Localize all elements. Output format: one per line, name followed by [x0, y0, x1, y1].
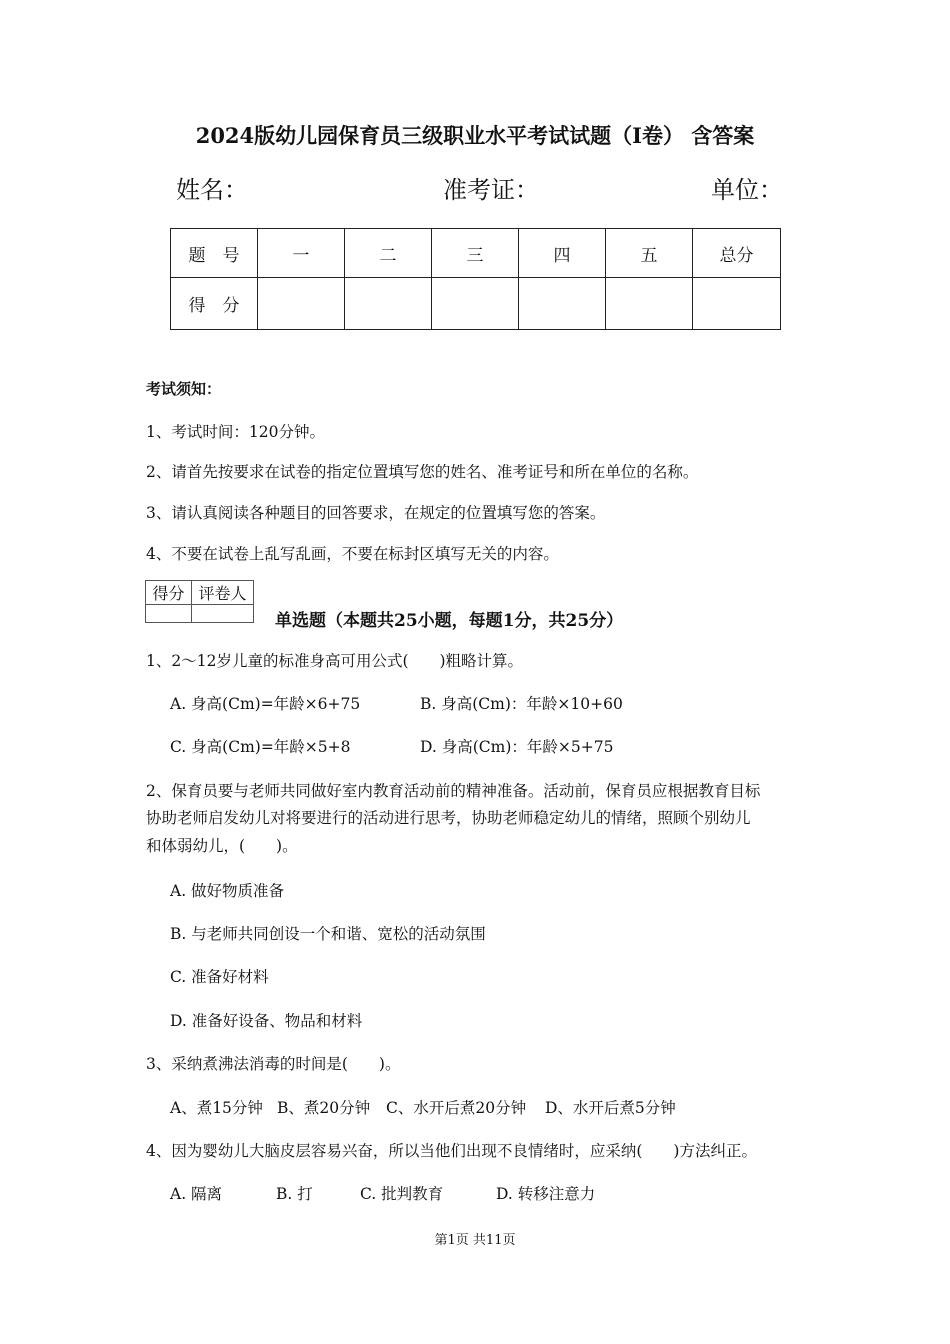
grader-name-label: 评卷人	[192, 581, 254, 605]
score-table-cell: 三	[432, 229, 519, 278]
option-b: B. 身高(Cm)：年龄×10+60	[420, 695, 623, 713]
score-table-cell: 五	[606, 229, 693, 278]
exam-id-label: 准考证：	[443, 176, 539, 204]
score-table-cell: 题 号	[171, 229, 258, 278]
option-d: D. 转移注意力	[496, 1185, 596, 1203]
notice-item: 1、考试时间：120分钟。	[146, 423, 325, 441]
score-table-cell: 二	[345, 229, 432, 278]
option-a: A、煮15分钟	[170, 1099, 263, 1117]
notice-heading: 考试须知：	[146, 380, 222, 398]
score-table-cell: 一	[258, 229, 345, 278]
score-row-label: 得 分	[171, 278, 258, 330]
score-table-cell: 总分	[693, 229, 781, 278]
option-c: C、水开后煮20分钟	[386, 1099, 527, 1117]
option-a: A. 身高(Cm)=年龄×6+75	[170, 695, 361, 713]
page-footer: 第1页 共11页	[434, 1233, 516, 1248]
score-table-cell: 四	[519, 229, 606, 278]
exam-title: 2024版幼儿园保育员三级职业水平考试试题（I卷） 含答案	[195, 123, 755, 148]
score-input-cell[interactable]	[519, 278, 606, 330]
grader-score-cell[interactable]	[146, 605, 192, 623]
notice-item: 4、不要在试卷上乱写乱画，不要在标封区填写无关的内容。	[146, 545, 559, 563]
score-input-cell[interactable]	[258, 278, 345, 330]
option-d: D. 准备好设备、物品和材料	[170, 1012, 363, 1030]
option-b: B. 打	[276, 1185, 313, 1203]
option-b: B、煮20分钟	[277, 1099, 371, 1117]
option-c: C. 准备好材料	[170, 968, 269, 986]
score-table	[170, 228, 781, 330]
score-input-cell[interactable]	[693, 278, 781, 330]
question-text: 和体弱幼儿，( )。	[146, 837, 298, 855]
question-text: 协助老师启发幼儿对将要进行的活动进行思考，协助老师稳定幼儿的情绪，照顾个别幼儿	[146, 809, 751, 827]
option-a: A. 做好物质准备	[170, 882, 285, 900]
unit-label: 单位：	[711, 176, 783, 204]
score-table-header-row	[171, 229, 781, 278]
option-c: C. 身高(Cm)=年龄×5+8	[170, 738, 351, 756]
notice-item: 2、请首先按要求在试卷的指定位置填写您的姓名、准考证号和所在单位的名称。	[146, 463, 699, 481]
section-title: 单选题（本题共25小题，每题1分，共25分）	[275, 611, 624, 631]
question-text: 3、采纳煮沸法消毒的时间是( )。	[146, 1055, 401, 1073]
option-d: D、水开后煮5分钟	[545, 1099, 676, 1117]
option-a: A. 隔离	[170, 1185, 223, 1203]
grader-table	[145, 580, 254, 623]
option-b: B. 与老师共同创设一个和谐、宽松的活动氛围	[170, 925, 486, 943]
name-label: 姓名：	[176, 176, 248, 204]
score-table-score-row	[171, 278, 781, 330]
grader-name-cell[interactable]	[192, 605, 254, 623]
option-d: D. 身高(Cm)：年龄×5+75	[420, 738, 614, 756]
score-input-cell[interactable]	[606, 278, 693, 330]
question-text: 2、保育员要与老师共同做好室内教育活动前的精神准备。活动前，保育员应根据教育目标	[146, 782, 761, 800]
notice-item: 3、请认真阅读各种题目的回答要求，在规定的位置填写您的答案。	[146, 504, 606, 522]
grader-score-label: 得分	[146, 581, 192, 605]
option-c: C. 批判教育	[360, 1185, 444, 1203]
question-text: 4、因为婴幼儿大脑皮层容易兴奋，所以当他们出现不良情绪时，应采纳( )方法纠正。	[146, 1142, 757, 1160]
score-input-cell[interactable]	[345, 278, 432, 330]
score-input-cell[interactable]	[432, 278, 519, 330]
question-text: 1、2～12岁儿童的标准身高可用公式( )粗略计算。	[146, 652, 524, 670]
